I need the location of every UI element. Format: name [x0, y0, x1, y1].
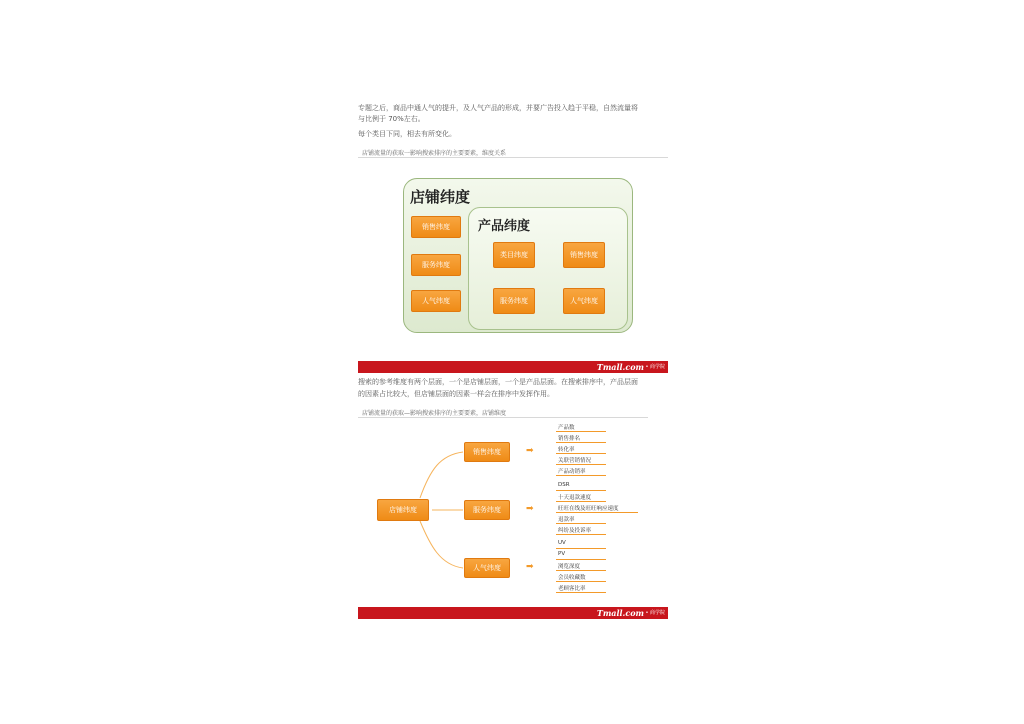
arrow-right-icon: ➡: [526, 562, 534, 572]
list-item: 浏览深度: [558, 564, 581, 570]
tmall-logo: Tmall.com: [596, 608, 644, 618]
item-underline: [556, 464, 606, 465]
item-underline: [556, 548, 606, 549]
list-item: 老顾客比率: [558, 586, 586, 592]
store-service-box: 服务纬度: [411, 254, 461, 276]
connector-line: [420, 521, 463, 568]
item-underline: [556, 523, 606, 524]
item-underline: [556, 570, 606, 571]
paragraph-line: 每个类目下同，相去有所变化。: [358, 130, 456, 138]
connector-line: [420, 452, 463, 498]
item-underline: [556, 512, 638, 513]
list-item: PV: [558, 551, 566, 557]
item-underline: [556, 581, 606, 582]
list-item: 纠纷及投诉率: [558, 528, 592, 534]
paragraph-line: 的因素占比较大，但店铺层面的因素一样会在排序中发挥作用。: [358, 390, 554, 398]
item-underline: [556, 559, 606, 560]
list-item: 关联营销情况: [558, 458, 592, 464]
paragraph-line: 专题之后，商品中通人气的提升，及人气产品的形成，并要广告投入趋于平稳，自然流量将: [358, 104, 638, 112]
item-underline: [556, 442, 606, 443]
tmall-footer-bar: [358, 607, 668, 619]
product-dimension-title: 产品纬度: [478, 219, 531, 234]
list-item: 退款率: [558, 517, 575, 523]
list-item: DSR: [558, 482, 570, 488]
branch-sales-box: 销售纬度: [464, 442, 510, 462]
list-item: 十天退款速度: [558, 495, 592, 501]
store-dimension-title: 店铺纬度: [410, 188, 471, 206]
branch-service-box: 服务纬度: [464, 500, 510, 520]
list-item: 旺旺在线及旺旺响应速度: [558, 506, 619, 512]
paragraph-line: 与比例于 70%左右。: [358, 115, 425, 123]
item-underline: [556, 475, 606, 476]
item-underline: [556, 501, 606, 502]
item-underline: [556, 592, 606, 593]
tmall-logo: Tmall.com: [596, 362, 644, 372]
figure-caption: 店铺流量的获取一影响搜索排序的主要要素，维度关系: [362, 150, 507, 157]
list-item: 销售排名: [558, 436, 581, 442]
product-service-box: 服务纬度: [493, 288, 535, 314]
item-underline: [556, 534, 606, 535]
list-item: UV: [558, 540, 566, 546]
store-sales-box: 销售纬度: [411, 216, 461, 238]
product-popularity-box: 人气纬度: [563, 288, 605, 314]
tmall-tag: • 商学院: [645, 610, 665, 616]
item-underline: [556, 431, 606, 432]
product-sales-box: 销售纬度: [563, 242, 605, 268]
tmall-tag: • 商学院: [645, 364, 665, 370]
list-item: 会员收藏数: [558, 575, 586, 581]
paragraph-line: 搜索的参考维度有两个层面，一个是店铺层面，一个是产品层面。在搜索排序中，产品层面: [358, 378, 638, 386]
item-underline: [556, 453, 606, 454]
list-item: 转化率: [558, 447, 575, 453]
arrow-right-icon: ➡: [526, 504, 534, 514]
store-popularity-box: 人气纬度: [411, 290, 461, 312]
list-item: 产品数: [558, 425, 575, 431]
branch-popularity-box: 人气纬度: [464, 558, 510, 578]
figure-caption: 店铺流量的获取—影响搜索排序的主要要素，店铺维度: [362, 410, 507, 417]
arrow-right-icon: ➡: [526, 446, 534, 456]
root-store-dimension-box: 店铺纬度: [377, 499, 429, 521]
product-category-box: 类目纬度: [493, 242, 535, 268]
list-item: 产品动销率: [558, 469, 586, 475]
item-underline: [556, 490, 606, 491]
